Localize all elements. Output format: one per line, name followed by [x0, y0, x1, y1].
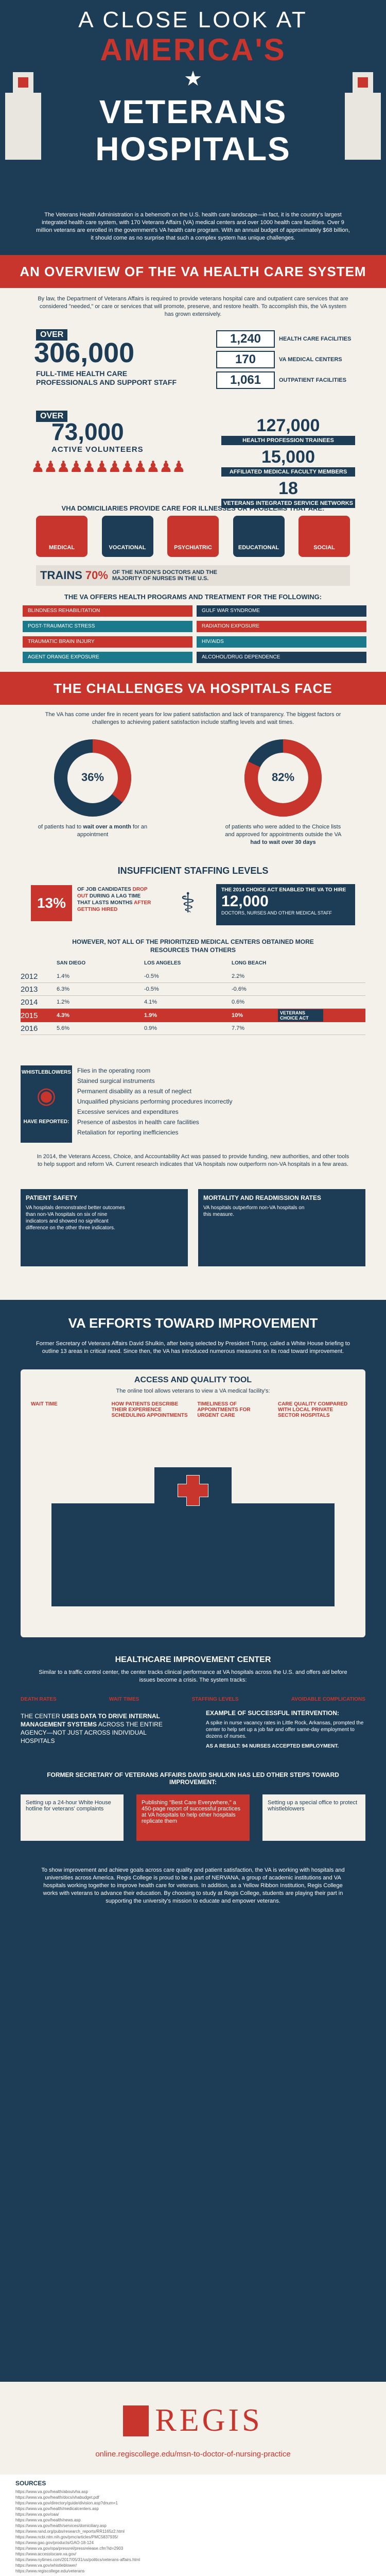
hero-line4: HOSPITALS	[95, 130, 291, 167]
domiciliaries-title: VHA DOMICILIARIES PROVIDE CARE FOR ILLNESSES OR PROBLEMS THAT ARE:	[61, 504, 325, 512]
safety-text: VA hospitals demonstrated better outcomes than non-VA hospitals on six of nine indicators and showed no significant difference on the other three indicators.	[26, 1205, 125, 1231]
cell: -0.5%	[144, 986, 159, 992]
staffing-title: INSUFFICIENT STAFFING LEVELS	[117, 866, 269, 876]
steps-row	[21, 1794, 365, 1841]
cell: 1.9%	[144, 1012, 157, 1019]
challenges-section	[0, 705, 386, 1300]
hic-uses-c: ACROSS THE ENTIRE AGENCY—NOT JUST ACROSS INDIVIDUAL HOSPITALS	[21, 1721, 163, 1744]
networks-label: VETERANS INTEGRATED SERVICE NETWORKS	[221, 499, 355, 508]
footer-link[interactable]: online.regiscollege.edu/msn-to-doctor-of-nursing-practice	[95, 2450, 291, 2459]
dropout-pct: 13%	[31, 885, 72, 921]
sources-list	[15, 2489, 371, 2574]
list-item: Retaliation for reporting inefficiencies	[77, 1129, 179, 1136]
mortality-title: MORTALITY AND READMISSION RATES	[203, 1194, 321, 1201]
example-title: EXAMPLE OF SUCCESSFUL INTERVENTION:	[206, 1709, 339, 1717]
table-row-highlight	[21, 1009, 365, 1022]
source-item[interactable]: https://www.va.gov/health/docs/vhabudget.pdf	[15, 2495, 99, 2500]
track-item: WAIT TIMES	[109, 1697, 139, 1702]
donut-1-pct: 36%	[81, 771, 104, 784]
cell: 0.9%	[144, 1025, 157, 1031]
example-box	[206, 1709, 365, 1750]
access-item: WAIT TIME	[31, 1401, 58, 1407]
list-item: Unqualified physicians performing procedures incorrectly	[77, 1098, 233, 1105]
cell: 4.1%	[144, 999, 157, 1005]
whistle-sub: HAVE REPORTED:	[23, 1119, 69, 1125]
overview-text: By law, the Department of Veterans Affairs is required to provide veterans hospital care and outpatient care services that are considered "needed," or care or services that will promote, preserve, and restore health. To accomplish this, the VA system has grown extensively.	[38, 296, 348, 317]
rand-text: In 2014, the Veterans Access, Choice, and Accountability Act was passed to provide funding, new authorities, and other tools to help support and reform VA. Current research indicates that VA hospitals now outperform non-VA hospitals in a few areas.	[37, 1154, 349, 1167]
track-item: AVOIDABLE COMPLICATIONS	[291, 1697, 365, 1702]
challenges-text: The VA has come under fire in recent years for low patient satisfaction and lack of transparency. The biggest factors or challenges to achieving patient satisfaction include staffing levels and wait times.	[45, 711, 341, 725]
program-item: BLINDNESS REHABILITATION	[23, 605, 192, 617]
program-item: RADIATION EXPOSURE	[197, 621, 366, 632]
col-header: LONG BEACH	[232, 960, 267, 966]
access-items	[31, 1401, 355, 1418]
whistle-list	[77, 1065, 355, 1138]
donut-1-text-b: wait over a month	[83, 824, 131, 830]
program-item: AGENT ORANGE EXPOSURE	[23, 652, 192, 663]
care-type-vocational: VOCATIONAL	[102, 516, 153, 557]
source-item[interactable]: https://www.accesstocare.va.gov/	[15, 2552, 77, 2556]
source-item[interactable]: https://www.va.gov/health/services/domiciliary.asp	[15, 2523, 107, 2528]
programs-grid	[21, 603, 371, 665]
caduceus-icon: ⚕	[180, 888, 196, 919]
program-item: POST-TRAUMATIC STRESS	[23, 621, 192, 632]
source-item[interactable]: https://www.ncbi.nlm.nih.gov/pmc/articles/PMC5837935/	[15, 2535, 118, 2539]
table-header	[57, 960, 365, 966]
shulkin-title: FORMER SECRETARY OF VETERANS AFFAIRS DAVID SHULKIN HAS LED OTHER STEPS TOWARD IMPROVEMENT:	[47, 1771, 339, 1786]
hic-uses	[21, 1712, 165, 1745]
cell: 6.3%	[57, 986, 70, 992]
efforts-title: VA EFFORTS TOWARD IMPROVEMENT	[68, 1315, 318, 1331]
hire-num: 12,000	[221, 893, 269, 910]
facility-row	[216, 330, 355, 348]
trains-label: TRAINS	[40, 569, 82, 582]
row-year: 2016	[21, 1024, 38, 1033]
highlight-label: VETERANS CHOICE ACT	[278, 1009, 323, 1022]
choice-act-text: THE 2014 CHOICE ACT ENABLED THE VA TO HIRE	[221, 887, 346, 893]
staff-num: 306,000	[34, 337, 135, 368]
example-item: A spike in nurse vacancy rates in Little Rock, Arkansas, prompted the center to help set up a job fair and offer same-day employment to dozens of nurses.	[206, 1720, 364, 1739]
cell: 1.4%	[57, 973, 70, 979]
table-row	[21, 1022, 365, 1035]
table-row	[21, 970, 365, 983]
whistle-title: WHISTLEBLOWERS	[21, 1070, 72, 1075]
access-item: HOW PATIENTS DESCRIBE THEIR EXPERIENCE SCHEDULING APPOINTMENTS	[111, 1401, 188, 1418]
vol-num: 73,000	[51, 418, 124, 445]
vol-over: OVER	[36, 411, 67, 422]
source-item[interactable]: https://www.va.gov/whistleblower/	[15, 2563, 77, 2568]
mortality-box	[198, 1189, 365, 1266]
staff-over: OVER	[36, 329, 67, 341]
list-item: Permanent disability as a result of neglect	[77, 1088, 192, 1095]
vol-label: ACTIVE VOLUNTEERS	[51, 445, 144, 454]
footer-section	[0, 2382, 386, 2576]
care-type-psychiatric: PSYCHIATRIC	[167, 516, 219, 557]
row-year: 2013	[21, 985, 38, 994]
overview-section	[0, 288, 386, 672]
access-sub: The online tool allows veterans to view a VA medical facility's:	[116, 1388, 270, 1394]
trains-text: OF THE NATION'S DOCTORS AND THE MAJORITY OF NURSES IN THE U.S.	[112, 569, 218, 582]
cell: -0.5%	[144, 973, 159, 979]
cell: 4.3%	[57, 1012, 70, 1019]
trainees-box	[221, 416, 355, 508]
facility-row	[216, 371, 355, 389]
sources-box	[0, 2475, 386, 2576]
trains-bar	[36, 565, 350, 586]
whistle-icon: ◉	[36, 1083, 57, 1108]
cell: 1.2%	[57, 999, 70, 1005]
source-item[interactable]: https://www.va.gov/health/news.asp	[15, 2518, 81, 2522]
source-item[interactable]: https://www.va.gov/directory/guide/division.asp?dnum=1	[15, 2501, 118, 2505]
hero-section	[0, 0, 386, 255]
hic-title: HEALTHCARE IMPROVEMENT CENTER	[115, 1655, 271, 1664]
cell: 7.7%	[232, 1025, 245, 1031]
care-type-educational: EDUCATIONAL	[233, 516, 285, 557]
cell: 10%	[232, 1012, 243, 1019]
row-year: 2014	[21, 997, 38, 1007]
faculty-label: AFFILIATED MEDICAL FACULTY MEMBERS	[221, 467, 355, 477]
access-title: ACCESS AND QUALITY TOOL	[134, 1376, 252, 1384]
resources-table	[21, 960, 365, 1035]
step-card: Setting up a 24-hour White House hotline for veterans' complaints	[21, 1794, 124, 1841]
hero-intro: The Veterans Health Administration is a behemoth on the U.S. health care landscape—in fact, it is the country's largest integrated health care system, with 170 Veterans Affairs (VA) medical centers and over 1000 health care facilities. Over 9 million veterans are enrolled in the government's VA health care program. With an annual budget of approximately $68 billion, it should come as no surprise that such a complex system has unique challenges.	[36, 212, 350, 241]
donut-1-caption	[36, 823, 149, 839]
access-item: CARE QUALITY COMPARED WITH LOCAL PRIVATE SECTOR HOSPITALS	[277, 1401, 348, 1418]
list-item: Stained surgical instruments	[77, 1077, 155, 1084]
source-item[interactable]: https://www.rand.org/pubs/research_reports/RR1165z2.html	[15, 2529, 125, 2534]
table-row	[21, 996, 365, 1009]
col-header: LOS ANGELES	[144, 960, 181, 966]
cell: 2.2%	[232, 973, 245, 979]
hospital-illustration	[51, 1452, 335, 1606]
access-box	[21, 1369, 365, 1637]
hic-text: Similar to a traffic control center, the center tracks clinical performance at VA hospitals across the U.S. and offers aid before issues become a crisis. The system tracks:	[39, 1669, 347, 1683]
list-item: Flies in the operating room	[77, 1067, 151, 1074]
donut-2-caption	[221, 823, 345, 846]
trainees-label: HEALTH PROFESSION TRAINEES	[221, 436, 355, 445]
access-item: TIMELINESS OF APPOINTMENTS FOR URGENT CARE	[197, 1401, 251, 1418]
shield-icon	[123, 2405, 149, 2436]
overview-title: AN OVERVIEW OF THE VA HEALTH CARE SYSTEM	[0, 255, 386, 288]
facility-num: 1,240	[216, 330, 275, 348]
whistle-box	[21, 1065, 72, 1143]
regis-brand: REGIS	[155, 2403, 263, 2438]
closing-text: To show improvement and achieve goals across care quality and patient satisfaction, the VA is working with hospitals and universities across America. Regis College is proud to be a part of NERVANA, a group of academic institutions and VA hospitals working together to improve health care for veterans. In addition, as a Yellow Ribbon Institution, Regis College works with veterans to advance their education. By choosing to study at Regis College, students are playing their part in supporting the university's mission to educate and empower veterans.	[41, 1867, 345, 1904]
source-item[interactable]: https://www.gao.gov/products/GAO-18-124	[15, 2540, 94, 2545]
trains-pct: 70%	[85, 569, 108, 582]
step-card: Publishing "Best Care Everywhere," a 450-page report of successful practices at VA hospitals to help other hospitals replicate them	[136, 1794, 250, 1841]
regis-logo	[93, 2402, 293, 2439]
step-card: Setting up a special office to protect whistleblowers	[262, 1794, 365, 1841]
source-item[interactable]: https://www.regiscollege.edu/veterans	[15, 2569, 85, 2573]
donut-1-text-a: of patients had to	[38, 824, 82, 830]
source-item[interactable]: https://www.nytimes.com/2017/05/31/us/politics/veterans-affairs.html	[15, 2557, 141, 2562]
source-item[interactable]: https://www.va.gov/health/medicalcenters.asp	[15, 2506, 99, 2511]
hero-line1: A CLOSE LOOK AT	[78, 7, 308, 32]
donut-2-text-a: of patients who were added to the Choice lists and approved for appointments outside the VA	[225, 824, 341, 838]
efforts-text: Former Secretary of Veterans Affairs David Shulkin, after being selected by President Trump, called a White House briefing to outline 13 areas in critical need. Since then, the VA has introduced numerous measures on its road toward improvement.	[36, 1341, 350, 1354]
row-year: 2012	[21, 972, 38, 981]
hero-line3: VETERANS	[99, 93, 287, 130]
volunteer-figures: ♟♟♟♟♟♟♟♟♟♟♟♟	[31, 459, 185, 476]
facility-label: OUTPATIENT FACILITIES	[279, 377, 346, 383]
program-item: GULF WAR SYNDROME	[197, 605, 366, 617]
cell: -0.6%	[232, 986, 247, 992]
hic-uses-b: USES DATA TO DRIVE INTERNAL MANAGEMENT SYSTEMS	[21, 1713, 160, 1728]
cell: 0.6%	[232, 999, 245, 1005]
track-item: DEATH RATES	[21, 1697, 57, 1702]
challenges-title: THE CHALLENGES VA HOSPITALS FACE	[0, 672, 386, 705]
donut-1-text-c: for an appointment	[77, 824, 148, 838]
care-type-social: SOCIAL	[299, 516, 350, 557]
list-item: Presence of asbestos in health care facilities	[77, 1118, 199, 1126]
safety-title: PATIENT SAFETY	[26, 1194, 78, 1201]
hic-uses-a: THE CENTER	[21, 1713, 60, 1720]
source-item[interactable]: https://www.va.gov/health/aboutvha.asp	[15, 2489, 88, 2494]
dropout-text-d: AFTER GETTING HIRED	[77, 900, 151, 912]
facility-row	[216, 351, 355, 368]
source-item[interactable]: https://www.va.gov/opa/pressrel/pressrelease.cfm?id=2903	[15, 2546, 124, 2551]
facility-label: VA MEDICAL CENTERS	[279, 356, 342, 363]
dropout-text-a: OF JOB CANDIDATES	[77, 887, 131, 892]
care-type-row	[36, 516, 350, 557]
program-item: TRAUMATIC BRAIN INJURY	[23, 636, 192, 648]
program-item: ALCOHOL/DRUG DEPENDENCE	[197, 652, 366, 663]
cell: 5.6%	[57, 1025, 70, 1031]
star-icon: ★	[184, 67, 202, 90]
program-item: HIV/AIDS	[197, 636, 366, 648]
col-header: SAN DIEGO	[57, 960, 86, 966]
care-type-medical: MEDICAL	[36, 516, 87, 557]
hic-tracks	[21, 1697, 365, 1702]
faculty-num: 15,000	[261, 447, 315, 467]
hire-label: DOCTORS, NURSES AND OTHER MEDICAL STAFF	[221, 910, 332, 916]
efforts-section	[0, 1300, 386, 2382]
example-item: AS A RESULT: 94 NURSES ACCEPTED EMPLOYMENT.	[206, 1743, 339, 1749]
track-item: STAFFING LEVELS	[191, 1697, 239, 1702]
dropout-text	[77, 886, 154, 913]
mortality-text: VA hospitals outperform non-VA hospitals on this measure.	[203, 1205, 305, 1217]
facility-num: 170	[216, 351, 275, 368]
staff-label: FULL-TIME HEALTH CARE PROFESSIONALS AND SUPPORT STAFF	[36, 369, 177, 386]
hero-line2: AMERICA'S	[100, 32, 286, 67]
list-item: Excessive services and expenditures	[77, 1108, 179, 1115]
donut-2-pct: 82%	[271, 771, 295, 784]
safety-box	[21, 1189, 188, 1266]
facility-list	[216, 330, 355, 389]
programs-title: THE VA OFFERS HEALTH PROGRAMS AND TREATMENT FOR THE FOLLOWING:	[64, 593, 322, 601]
sources-title: SOURCES	[15, 2480, 46, 2487]
donut-2-text-b: had to wait over 30 days	[250, 839, 316, 845]
resources-title: HOWEVER, NOT ALL OF THE PRIORITIZED MEDICAL CENTERS OBTAINED MORE RESOURCES THAN OTHERS	[72, 938, 314, 954]
source-item[interactable]: https://www.va.gov/oaa/	[15, 2512, 59, 2517]
trainees-num: 127,000	[256, 416, 320, 435]
table-row	[21, 983, 365, 996]
dropout-text-b: DROP OUT	[77, 887, 148, 899]
facility-num: 1,061	[216, 371, 275, 389]
dropout-text-c: DURING A LAG TIME THAT LASTS MONTHS	[77, 893, 141, 906]
hire-box	[216, 884, 355, 925]
networks-num: 18	[278, 479, 298, 498]
row-year: 2015	[21, 1011, 38, 1020]
facility-label: HEALTH CARE FACILITIES	[279, 335, 352, 342]
